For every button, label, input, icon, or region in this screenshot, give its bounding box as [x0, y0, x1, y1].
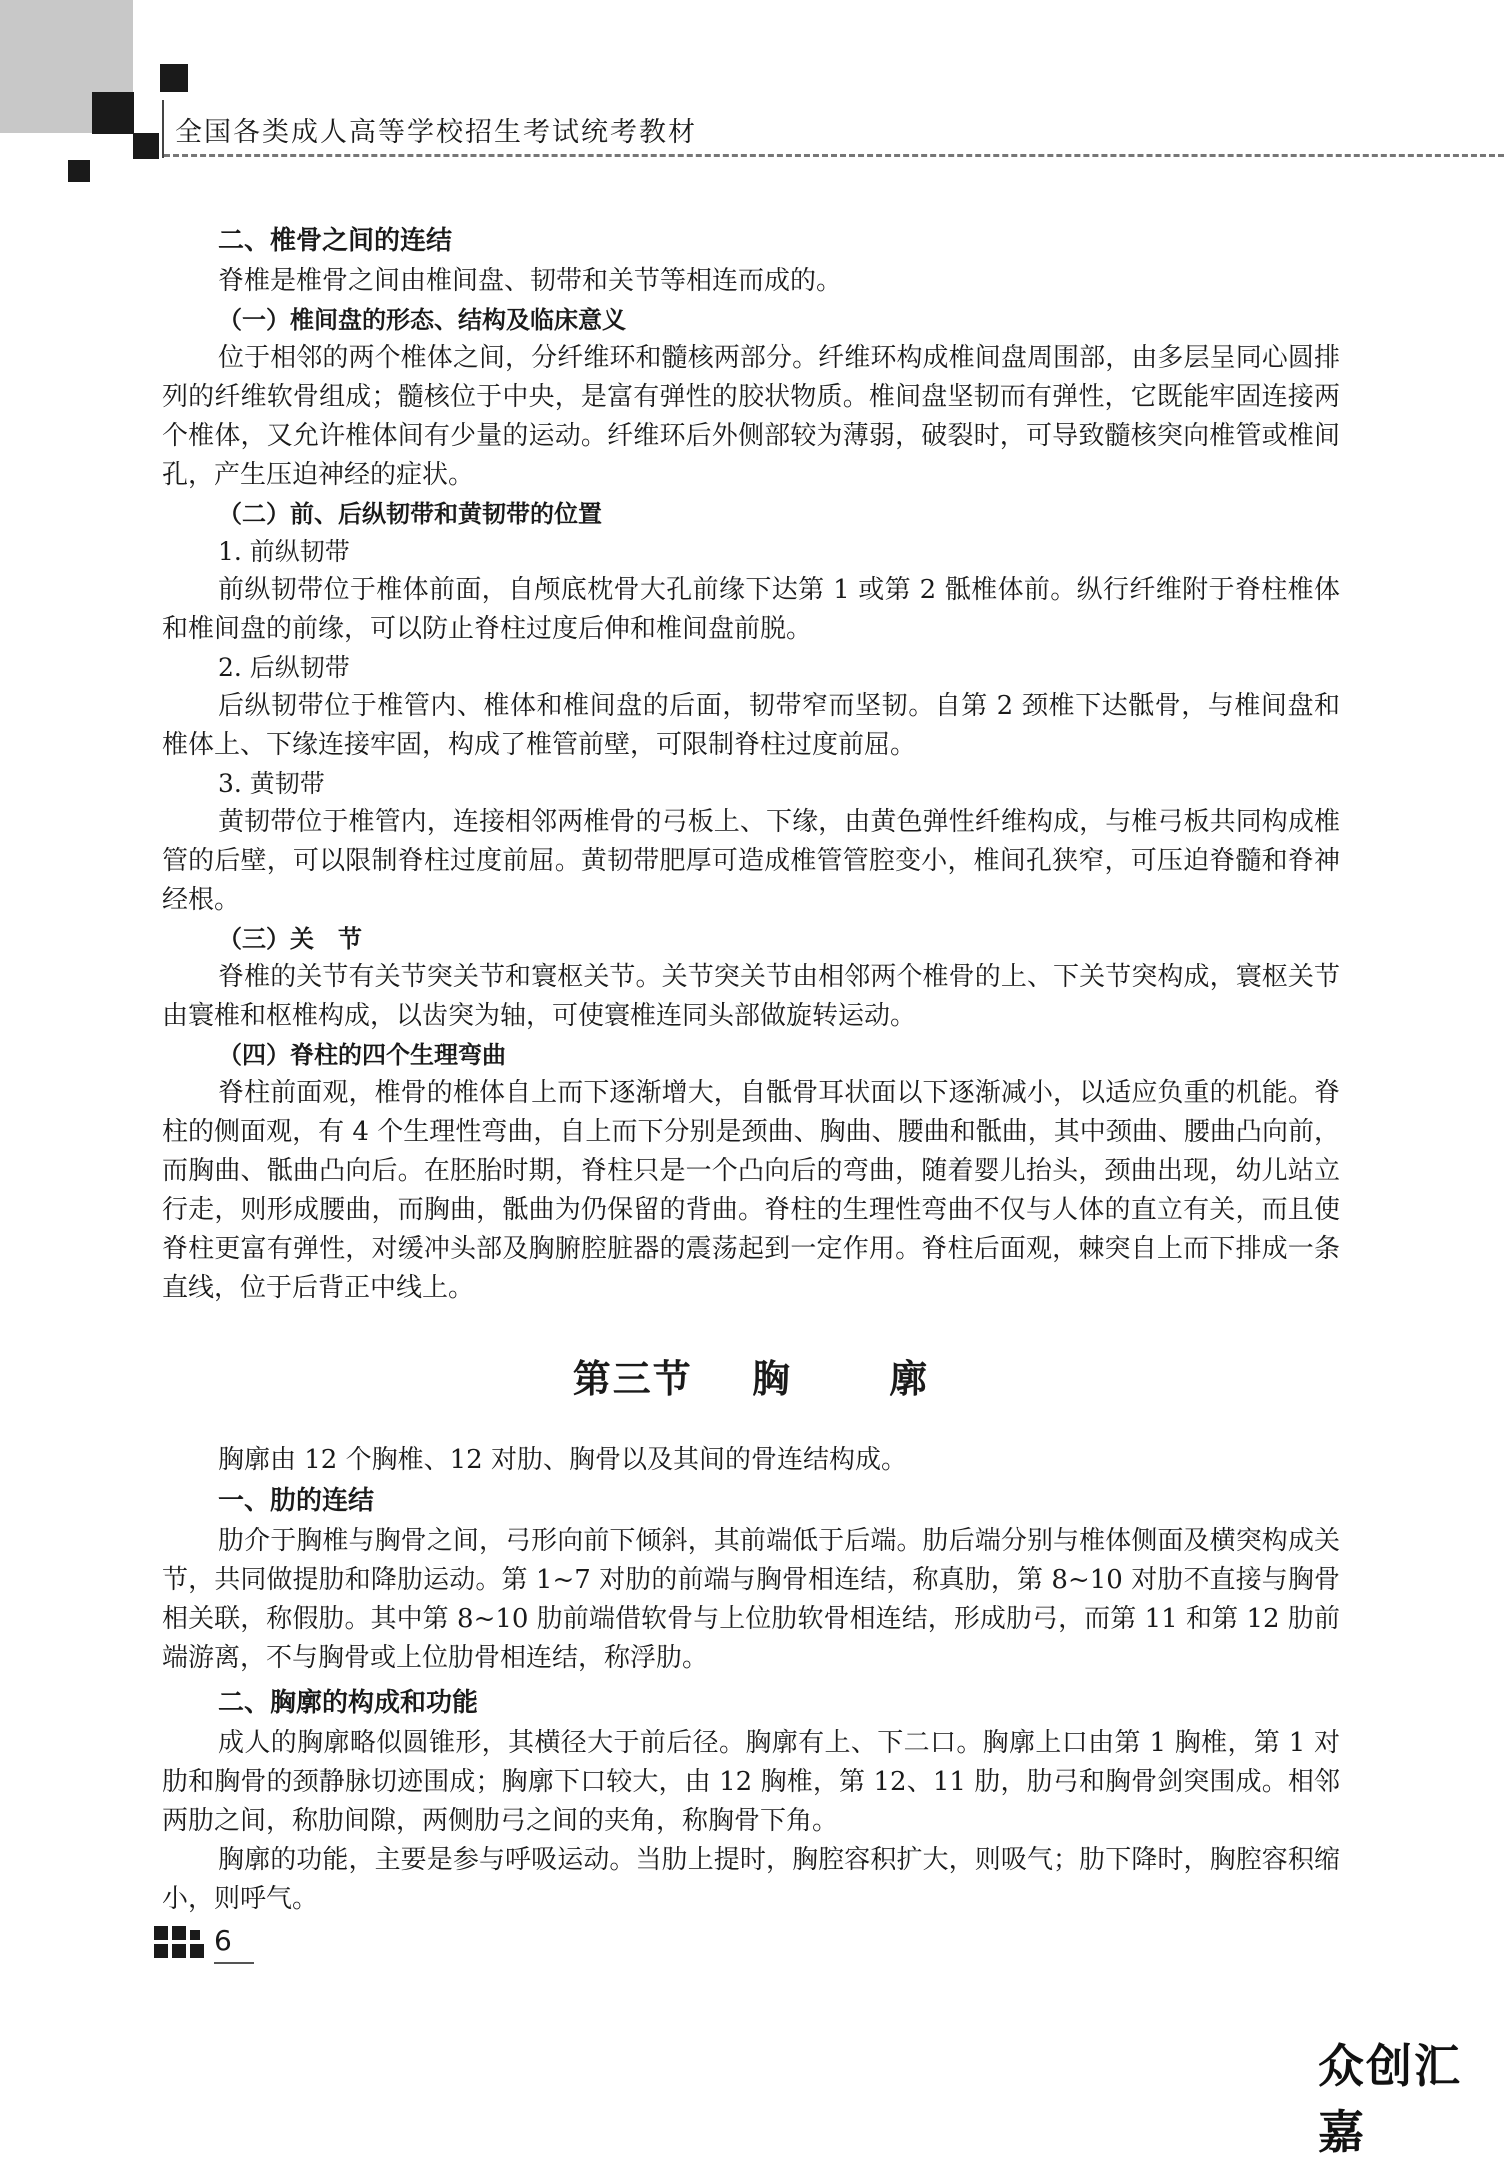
heading-vertebra-joints: 二、椎骨之间的连结	[218, 226, 453, 256]
footer-square	[190, 1930, 200, 1940]
footer-square	[172, 1944, 186, 1958]
paragraph: 胸廓的功能，主要是参与呼吸运动。当肋上提时，胸腔容积扩大，则吸气；肋下降时，胸腔容积缩小，则呼气。	[162, 1845, 1340, 1914]
paragraph: 胸廓由 12 个胸椎、12 对肋、胸骨以及其间的骨连结构成。	[218, 1445, 907, 1475]
item-heading: 3. 黄韧带	[218, 769, 325, 798]
footer-square	[154, 1944, 168, 1958]
header-square	[92, 92, 134, 134]
header-dashed-rule	[164, 154, 1504, 157]
section-title-part: 第三节	[572, 1357, 693, 1401]
section-title-part: 廓	[889, 1357, 930, 1401]
footer-square	[190, 1944, 204, 1958]
running-header: 全国各类成人高等学校招生考试统考教材	[175, 117, 697, 148]
header-square	[68, 160, 90, 182]
paragraph: 前纵韧带位于椎体前面，自颅底枕骨大孔前缘下达第 1 或第 2 骶椎体前。纵行纤维附于脊柱椎体和椎间盘的前缘，可以防止脊柱过度后伸和椎间盘前脱。	[162, 575, 1340, 644]
item-heading: 1. 前纵韧带	[218, 537, 350, 566]
section-title	[162, 1348, 1340, 1403]
footer-rule	[214, 1962, 254, 1964]
section-title-part: 胸	[751, 1357, 792, 1401]
subheading-joints: （三）关 节	[218, 925, 362, 953]
page-number: 6	[214, 1924, 232, 1957]
heading-thorax-function: 二、胸廓的构成和功能	[218, 1688, 479, 1718]
paragraph: 肋介于胸椎与胸骨之间，弓形向前下倾斜，其前端低于后端。肋后端分别与椎体侧面及横突构成关节，共同做提肋和降肋运动。第 1~7 对肋的前端与胸骨相连结，称真肋，第 8~10 对肋不直接与胸骨相关联，称假肋。其中第 8~10 肋前端借软骨与上位肋软骨相连结，形成肋弓，而第 11 和第 12 肋前端游离，不与胸骨或上位肋骨相连结，称浮肋。	[162, 1526, 1340, 1673]
paragraph: 脊椎的关节有关节突关节和寰枢关节。关节突关节由相邻两个椎骨的上、下关节突构成，寰枢关节由寰椎和枢椎构成，以齿突为轴，可使寰椎连同头部做旋转运动。	[162, 962, 1340, 1031]
subheading-disc: （一）椎间盘的形态、结构及临床意义	[218, 306, 626, 334]
subheading-curves: （四）脊柱的四个生理弯曲	[218, 1041, 506, 1069]
paragraph: 黄韧带位于椎管内，连接相邻两椎骨的弓板上、下缘，由黄色弹性纤维构成，与椎弓板共同构成椎管的后壁，可以限制脊柱过度前屈。黄韧带肥厚可造成椎管管腔变小，椎间孔狭窄，可压迫脊髓和脊神经根。	[162, 807, 1340, 915]
footer-square	[172, 1926, 186, 1940]
header-divider	[162, 100, 164, 158]
footer-square	[154, 1926, 168, 1940]
header-square	[160, 64, 188, 92]
subheading-ligaments: （二）前、后纵韧带和黄韧带的位置	[218, 500, 602, 528]
heading-ribs: 一、肋的连结	[218, 1486, 375, 1516]
paragraph: 脊柱前面观，椎骨的椎体自上而下逐渐增大，自骶骨耳状面以下逐渐减小，以适应负重的机能。脊柱的侧面观，有 4 个生理性弯曲，自上而下分别是颈曲、胸曲、腰曲和骶曲，其中颈曲、腰曲凸向前，而胸曲、骶曲凸向后。在胚胎时期，脊柱只是一个凸向后的弯曲，随着婴儿抬头，颈曲出现，幼儿站立行走，则形成腰曲，而胸曲，骶曲为仍保留的背曲。脊柱的生理性弯曲不仅与人体的直立有关，而且使脊柱更富有弹性，对缓冲头部及胸腑腔脏器的震荡起到一定作用。脊柱后面观，棘突自上而下排成一条直线，位于后背正中线上。	[162, 1078, 1340, 1303]
watermark: 众创汇嘉	[1318, 2039, 1462, 2159]
paragraph: 脊椎是椎骨之间由椎间盘、韧带和关节等相连而成的。	[218, 266, 843, 296]
page-body	[162, 220, 1340, 1919]
header-square	[133, 133, 159, 159]
paragraph: 成人的胸廓略似圆锥形，其横径大于前后径。胸廓有上、下二口。胸廓上口由第 1 胸椎，第 1 对肋和胸骨的颈静脉切迹围成；胸廓下口较大，由 12 胸椎，第 12、11 肋，肋弓和胸骨剑突围成。相邻两肋之间，称肋间隙，两侧肋弓之间的夹角，称胸骨下角。	[162, 1728, 1340, 1836]
paragraph: 位于相邻的两个椎体之间，分纤维环和髓核两部分。纤维环构成椎间盘周围部，由多层呈同心圆排列的纤维软骨组成；髓核位于中央，是富有弹性的胶状物质。椎间盘坚韧而有弹性，它既能牢固连接两个椎体，又允许椎体间有少量的运动。纤维环后外侧部较为薄弱，破裂时，可导致髓核突向椎管或椎间孔，产生压迫神经的症状。	[162, 343, 1340, 490]
paragraph: 后纵韧带位于椎管内、椎体和椎间盘的后面，韧带窄而坚韧。自第 2 颈椎下达骶骨，与椎间盘和椎体上、下缘连接牢固，构成了椎管前壁，可限制脊柱过度前屈。	[162, 691, 1340, 760]
item-heading: 2. 后纵韧带	[218, 653, 350, 682]
